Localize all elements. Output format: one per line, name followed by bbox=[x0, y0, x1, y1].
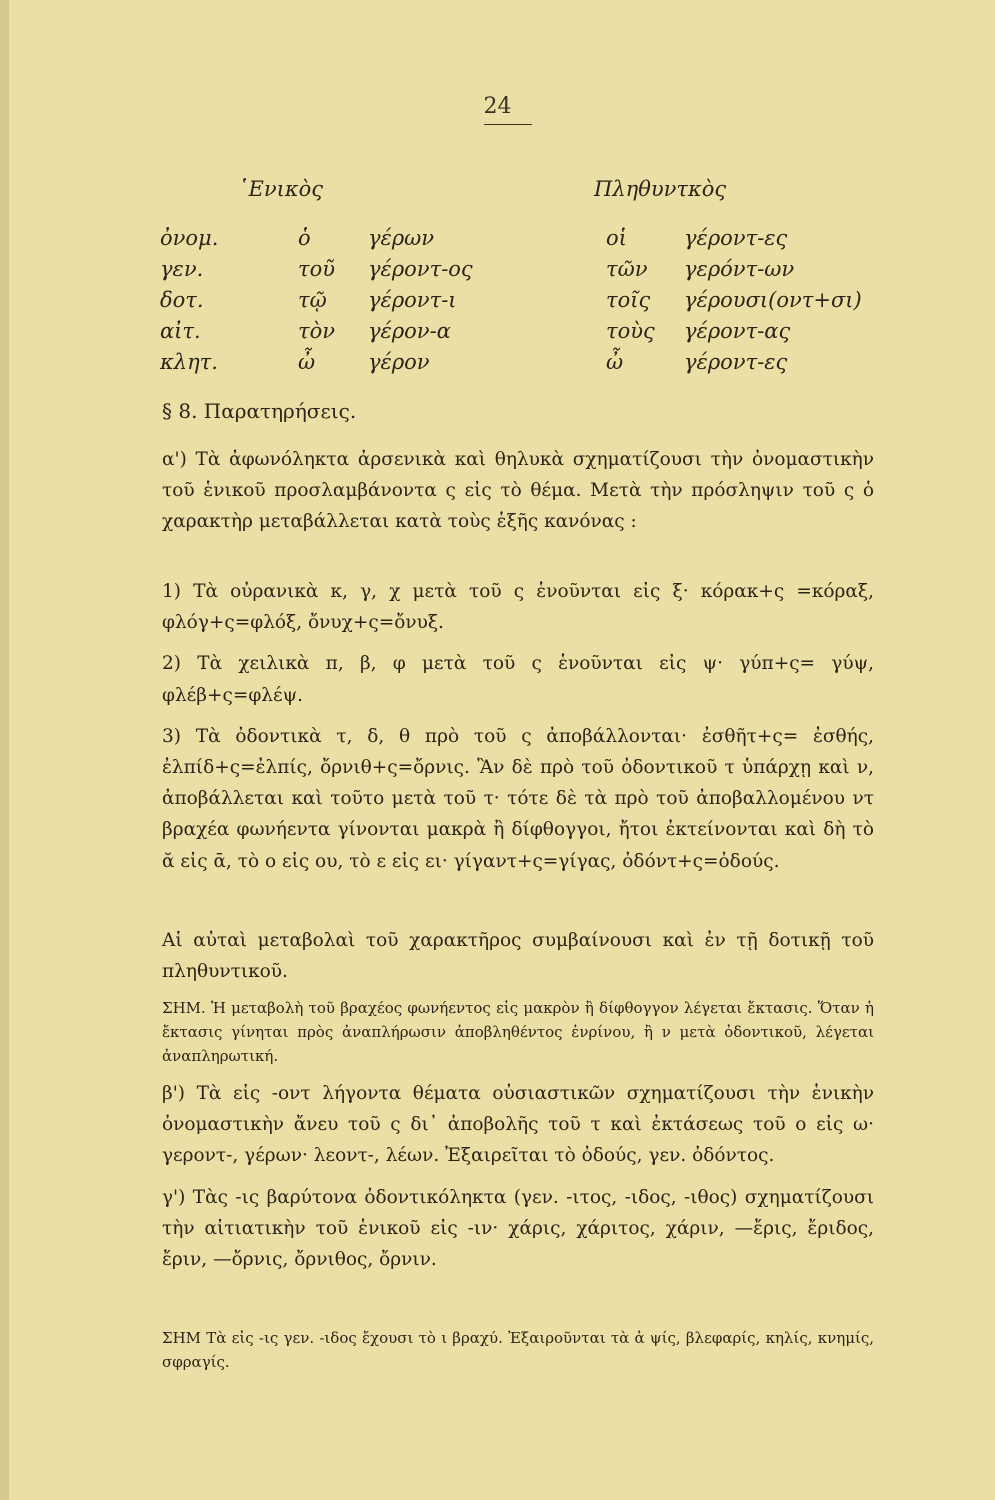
singular-article: τῷ bbox=[298, 288, 327, 312]
case-label: αἰτ. bbox=[160, 319, 201, 343]
changes-block bbox=[162, 925, 874, 987]
paragraph-changes: Αἱ αὐταὶ μεταβολαὶ τοῦ χαρακτῆρος συμβαίνουσι καὶ ἐν τῇ δοτικῇ τοῦ πληθυντικοῦ. bbox=[162, 930, 874, 983]
singular-article: τὸν bbox=[298, 319, 336, 343]
plural-article: ὦ bbox=[606, 350, 624, 374]
plural-header: Πληθυντκὸς bbox=[594, 177, 727, 201]
plural-form: γερόντ-ων bbox=[684, 257, 795, 281]
plural-form: γέροντ-ες bbox=[684, 226, 788, 250]
paragraph-beta: β') Τὰ εἰς -οντ λήγοντα θέματα οὐσιαστικῶν σχηματίζουσι τὴν ἑνικὴν ὀνομαστικὴν ἄνευ τοῦ ς δι᾿ ἀποβολῆς τοῦ τ καὶ ἐκτάσεως τοῦ ο εἰς ω· γεροντ-, γέρων· λεοντ-, λέων. Ἐξαιρεῖται τὸ ὀδούς, γεν. ὀδόντος. bbox=[162, 1083, 874, 1167]
case-label: δοτ. bbox=[160, 288, 204, 312]
singular-article: ὦ bbox=[298, 350, 316, 374]
plural-form: γέροντ-ας bbox=[684, 319, 791, 343]
note-2: ΣΗΜ Τὰ εἰς -ις γεν. -ιδος ἔχουσι τὸ ι βραχύ. Ἐξαιροῦνται τὰ ἁ ψίς, βλεφαρίς, κηλίς, κνημίς, σφραγίς. bbox=[162, 1329, 874, 1371]
note-block bbox=[162, 996, 874, 1275]
singular-article: ὁ bbox=[298, 226, 311, 250]
singular-article: τοῦ bbox=[298, 257, 336, 281]
singular-form: γέρων bbox=[368, 226, 435, 250]
page-number: 24 bbox=[483, 94, 512, 119]
singular-form: γέρον-α bbox=[368, 319, 451, 343]
plural-article: τοὺς bbox=[606, 319, 655, 343]
plural-form: γέροντ-ες bbox=[684, 350, 788, 374]
page-edge bbox=[0, 0, 9, 1500]
plural-article: τῶν bbox=[606, 257, 648, 281]
section-heading-block bbox=[162, 396, 874, 427]
note-2-block bbox=[162, 1326, 874, 1374]
paragraph-alpha: α') Τὰ ἀφωνόληκτα ἀρσενικὰ καὶ θηλυκὰ σχηματίζουσι τὴν ὀνομαστικὴν τοῦ ἑνικοῦ προσλαμβάνοντα ς εἰς τὸ θέμα. Μετὰ τὴν πρόσληψιν τοῦ ς ὁ χαρακτὴρ μεταβάλλεται κατὰ τοὺς ἑξῆς κανόνας : bbox=[162, 449, 874, 533]
paragraph-block-alpha bbox=[162, 444, 874, 538]
singular-form: γέροντ-ι bbox=[368, 288, 457, 312]
case-label: γεν. bbox=[160, 257, 204, 281]
section-heading: § 8. Παρατηρήσεις. bbox=[162, 399, 357, 423]
page-number-rule bbox=[484, 124, 532, 125]
singular-header: ῾Ενικὸς bbox=[238, 177, 324, 201]
plural-article: τοῖς bbox=[606, 288, 651, 312]
plural-form: γέρουσι(οντ+σι) bbox=[684, 288, 862, 312]
note-1: ΣΗΜ. Ἡ μεταβολὴ τοῦ βραχέος φωνήεντος εἰς μακρὸν ἢ δίφθογγον λέγεται ἔκτασις. Ὅταν ἡ ἔκτασις γίνηται πρὸς ἀναπλήρωσιν ἀποβληθέντος ἐνρίνου, ἢ ν μετὰ ὀδοντικοῦ, λέγεται ἀναπληρωτική. bbox=[162, 999, 874, 1065]
rule-2: 2) Τὰ χειλικὰ π, β, φ μετὰ τοῦ ς ἑνοῦνται εἰς ψ· γύπ+ς= γύψ, φλέβ+ς=φλέψ. bbox=[162, 653, 874, 706]
singular-form: γέροντ-ος bbox=[368, 257, 473, 281]
case-label: κλητ. bbox=[160, 350, 218, 374]
rules-block bbox=[162, 576, 874, 877]
singular-form: γέρον bbox=[368, 350, 430, 374]
rule-1: 1) Τὰ οὐρανικὰ κ, γ, χ μετὰ τοῦ ς ἑνοῦνται εἰς ξ· κόρακ+ς =κόραξ, φλόγ+ς=φλόξ, ὄνυχ+ς=ὄνυξ. bbox=[162, 581, 874, 634]
paragraph-gamma: γ') Τὰς -ις βαρύτονα ὀδοντικόληκτα (γεν. -ιτος, -ιδος, -ιθος) σχηματίζουσι τὴν αἰτιατικὴν τοῦ ἑνικοῦ εἰς -ιν· χάρις, χάριτος, χάριν, —ἔρις, ἔριδος, ἔριν, —ὄρνις, ὄρνιθος, ὄρνιν. bbox=[162, 1186, 874, 1271]
plural-article: οἱ bbox=[606, 226, 627, 250]
case-label: ὀνομ. bbox=[160, 226, 219, 250]
rule-3: 3) Τὰ ὀδοντικὰ τ, δ, θ πρὸ τοῦ ς ἀποβάλλονται· ἐσθῆτ+ς= ἐσθής, ἐλπίδ+ς=ἐλπίς, ὄρνιθ+ς=ὄρνις. Ἂν δὲ πρὸ τοῦ ὀδοντικοῦ τ ὑπάρχῃ καὶ ν, ἀποβάλλεται καὶ τοῦτο μετὰ τοῦ τ· τότε δὲ τὰ πρὸ τοῦ ἀποβαλλομένου ντ βραχέα φωνήεντα γίνονται μακρὰ ἢ δίφθογγοι, ἤτοι ἐκτείνονται καὶ δὴ τὸ ᾰ εἰς ᾱ, τὸ ο εἰς ου, τὸ ε εἰς ει· γίγαντ+ς=γίγας, ὀδόντ+ς=ὀδούς. bbox=[162, 725, 874, 872]
